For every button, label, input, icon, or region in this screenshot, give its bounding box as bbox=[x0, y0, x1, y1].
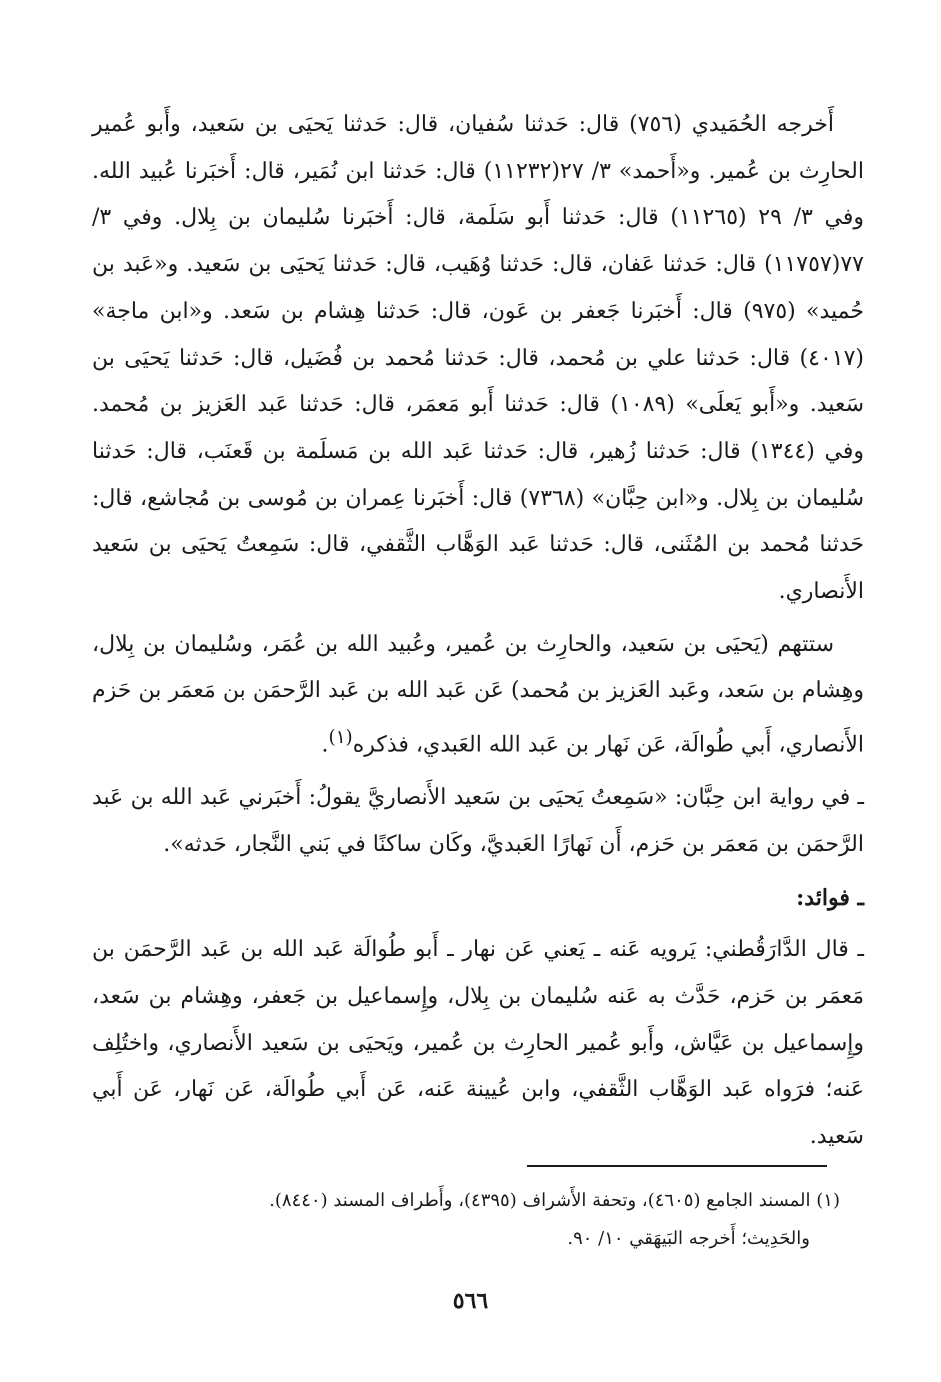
footnote-reference: (١) bbox=[328, 727, 353, 749]
main-text bbox=[92, 102, 864, 1167]
benefits-heading: ـ فوائد: bbox=[796, 884, 864, 911]
footnotes bbox=[160, 1182, 840, 1258]
footnote-separator bbox=[527, 1165, 827, 1167]
page-number: ٥٦٦ bbox=[452, 1288, 489, 1314]
ibn-hibban-paragraph: ـ في رواية ابن حِبَّان: «سَمِعتُ يَحيَى بن سَعيد الأَنصاريَّ يقولُ: أَخبَرني عَبد الله بن عَبد الرَّحمَن بن مَعمَر بن حَزم، أَن نَهارًا العَبديَّ، وكَان ساكنًا في بَني النَّجار، حَدثه». bbox=[92, 785, 864, 857]
sittatuhum-paragraph bbox=[92, 622, 864, 769]
sittatuhum-text: ستتهم (يَحيَى بن سَعيد، والحارِث بن عُمير، وعُبيد الله بن عُمَر، وسُليمان بن بِلال، وهِشام بن سَعد، وعَبد العَزيز بن مُحمد) عَن عَبد الله بن عَبد الرَّحمَن بن مَعمَر بن حَزم الأَنصاري، أَبي طُوالَة، عَن نَهار بن عَبد الله العَبدي، فذكره bbox=[92, 631, 864, 758]
takhrij-paragraph: أَخرجه الحُمَيدي (٧٥٦) قال: حَدثنا سُفيان، قال: حَدثنا يَحيَى بن سَعيد، وأَبو عُمير الحارِث بن عُمير. و«أَحمد» ٣/ ٢٧(١١٢٣٢) قال: حَدثنا ابن نُمَير، قال: أَخبَرنا عُبيد الله. وفي ٣/ ٢٩ (١١٢٦٥) قال: حَدثنا أَبو سَلَمة، قال: أَخبَرنا سُليمان بن بِلال. وفي ٣/ ٧٧(١١٧٥٧) قال: حَدثنا عَفان، قال: حَدثنا وُهَيب، قال: حَدثنا يَحيَى بن سَعيد. و«عَبد بن حُميد» (٩٧٥) قال: أَخبَرنا جَعفر بن عَون، قال: حَدثنا هِشام بن سَعد. و«ابن ماجة» (٤٠١٧) قال: حَدثنا علي بن مُحمد، قال: حَدثنا مُحمد بن فُضَيل، قال: حَدثنا يَحيَى بن سَعيد. و«أَبو يَعلَى» (١٠٨٩) قال: حَدثنا أَبو مَعمَر، قال: حَدثنا عَبد العَزيز بن مُحمد. وفي (١٣٤٤) قال: حَدثنا زُهير، قال: حَدثنا عَبد الله بن مَسلَمة بن قَعنَب، قال: حَدثنا سُليمان بن بِلال. و«ابن حِبَّان» (٧٣٦٨) قال: أَخبَرنا عِمران بن مُوسى بن مُجاشع، قال: حَدثنا مُحمد بن المُثَنى، قال: حَدثنا عَبد الوَهَّاب الثَّقفي، قال: سَمِعتُ يَحيَى بن سَعيد الأَنصاري. bbox=[92, 112, 865, 605]
daraqutni-paragraph: ـ قال الدَّارَقُطني: يَرويه عَنه ـ يَعني عَن نهار ـ أَبو طُوالَة عَبد الله بن عَبد الرَّحمَن بن مَعمَر بن حَزم، حَدَّث به عَنه سُليمان بن بِلال، وإِسماعيل بن جَعفر، وهِشام بن سَعد، وإِسماعيل بن عَيَّاش، وأَبو عُمير الحارِث بن عُمير، ويَحيَى بن سَعيد الأَنصاري، واختُلِف عَنه؛ فرَواه عَبد الوَهَّاب الثَّقفي، وابن عُيينة عَنه، عَن أَبي طُوالَة، عَن نَهار، عَن أَبي سَعيد. bbox=[92, 937, 864, 1150]
sittatuhum-end: . bbox=[321, 732, 329, 758]
footnote-1: (١) المسند الجامع (٤٦٠٥)، وتحفة الأَشراف (٤٣٩٥)، وأَطراف المسند (٨٤٤٠). bbox=[269, 1190, 840, 1211]
footnote-1-continuation: والحَدِيث؛ أَخرجه البَيهَقي ١٠/ ٩٠. bbox=[567, 1228, 810, 1249]
